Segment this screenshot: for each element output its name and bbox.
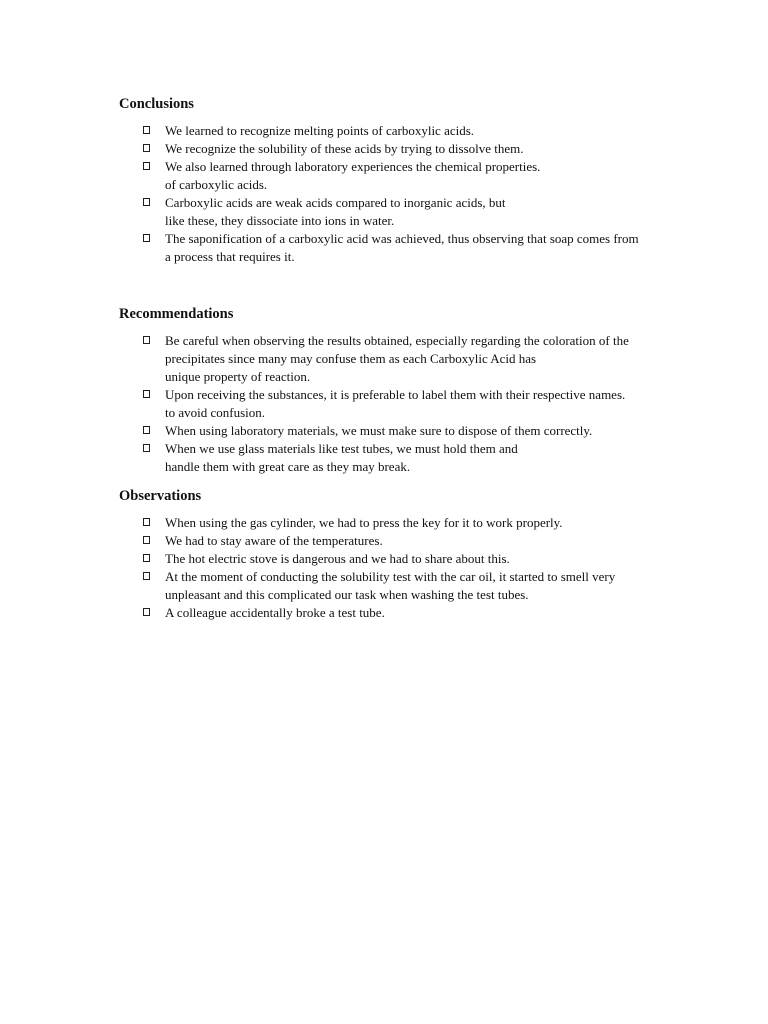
list-item: We recognize the solubility of these acids by trying to dissolve them. xyxy=(119,140,719,158)
section-heading: Recommendations xyxy=(119,306,234,322)
list-item: When using the gas cylinder, we had to press the key for it to work properly. xyxy=(119,514,719,532)
checkbox-bullet-icon xyxy=(143,336,150,344)
list-item: When we use glass materials like test tubes, we must hold them and handle them with great care as they may break. xyxy=(119,440,719,476)
conclusions-list xyxy=(119,122,719,266)
recommendations-section xyxy=(119,305,719,476)
list-item: We had to stay aware of the temperatures. xyxy=(119,532,719,550)
checkbox-bullet-icon xyxy=(143,608,150,616)
observations-list xyxy=(119,514,719,622)
list-item: The hot electric stove is dangerous and we had to share about this. xyxy=(119,550,719,568)
list-item: We learned to recognize melting points of carboxylic acids. xyxy=(119,122,719,140)
checkbox-bullet-icon xyxy=(143,426,150,434)
checkbox-bullet-icon xyxy=(143,234,150,242)
list-item: The saponification of a carboxylic acid was achieved, thus observing that soap comes from a process that requires it. xyxy=(119,230,719,266)
list-item: Be careful when observing the results obtained, especially regarding the coloration of the precipitates since many may confuse them as each Carboxylic Acid has unique property of reaction. xyxy=(119,332,719,386)
checkbox-bullet-icon xyxy=(143,536,150,544)
checkbox-bullet-icon xyxy=(143,144,150,152)
list-item: Upon receiving the substances, it is preferable to label them with their respective names. to avoid confusion. xyxy=(119,386,719,422)
checkbox-bullet-icon xyxy=(143,126,150,134)
section-heading: Observations xyxy=(119,488,202,504)
checkbox-bullet-icon xyxy=(143,198,150,206)
list-item: A colleague accidentally broke a test tube. xyxy=(119,604,719,622)
section-heading: Conclusions xyxy=(119,96,194,112)
checkbox-bullet-icon xyxy=(143,572,150,580)
conclusions-section xyxy=(119,95,719,266)
recommendations-list xyxy=(119,332,719,476)
list-item: Carboxylic acids are weak acids compared to inorganic acids, but like these, they dissociate into ions in water. xyxy=(119,194,719,230)
observations-section xyxy=(119,487,719,622)
checkbox-bullet-icon xyxy=(143,390,150,398)
checkbox-bullet-icon xyxy=(143,162,150,170)
list-item: At the moment of conducting the solubility test with the car oil, it started to smell very unpleasant and this complicated our task when washing the test tubes. xyxy=(119,568,719,604)
list-item: We also learned through laboratory experiences the chemical properties. of carboxylic acids. xyxy=(119,158,719,194)
checkbox-bullet-icon xyxy=(143,554,150,562)
checkbox-bullet-icon xyxy=(143,518,150,526)
checkbox-bullet-icon xyxy=(143,444,150,452)
list-item: When using laboratory materials, we must make sure to dispose of them correctly. xyxy=(119,422,719,440)
